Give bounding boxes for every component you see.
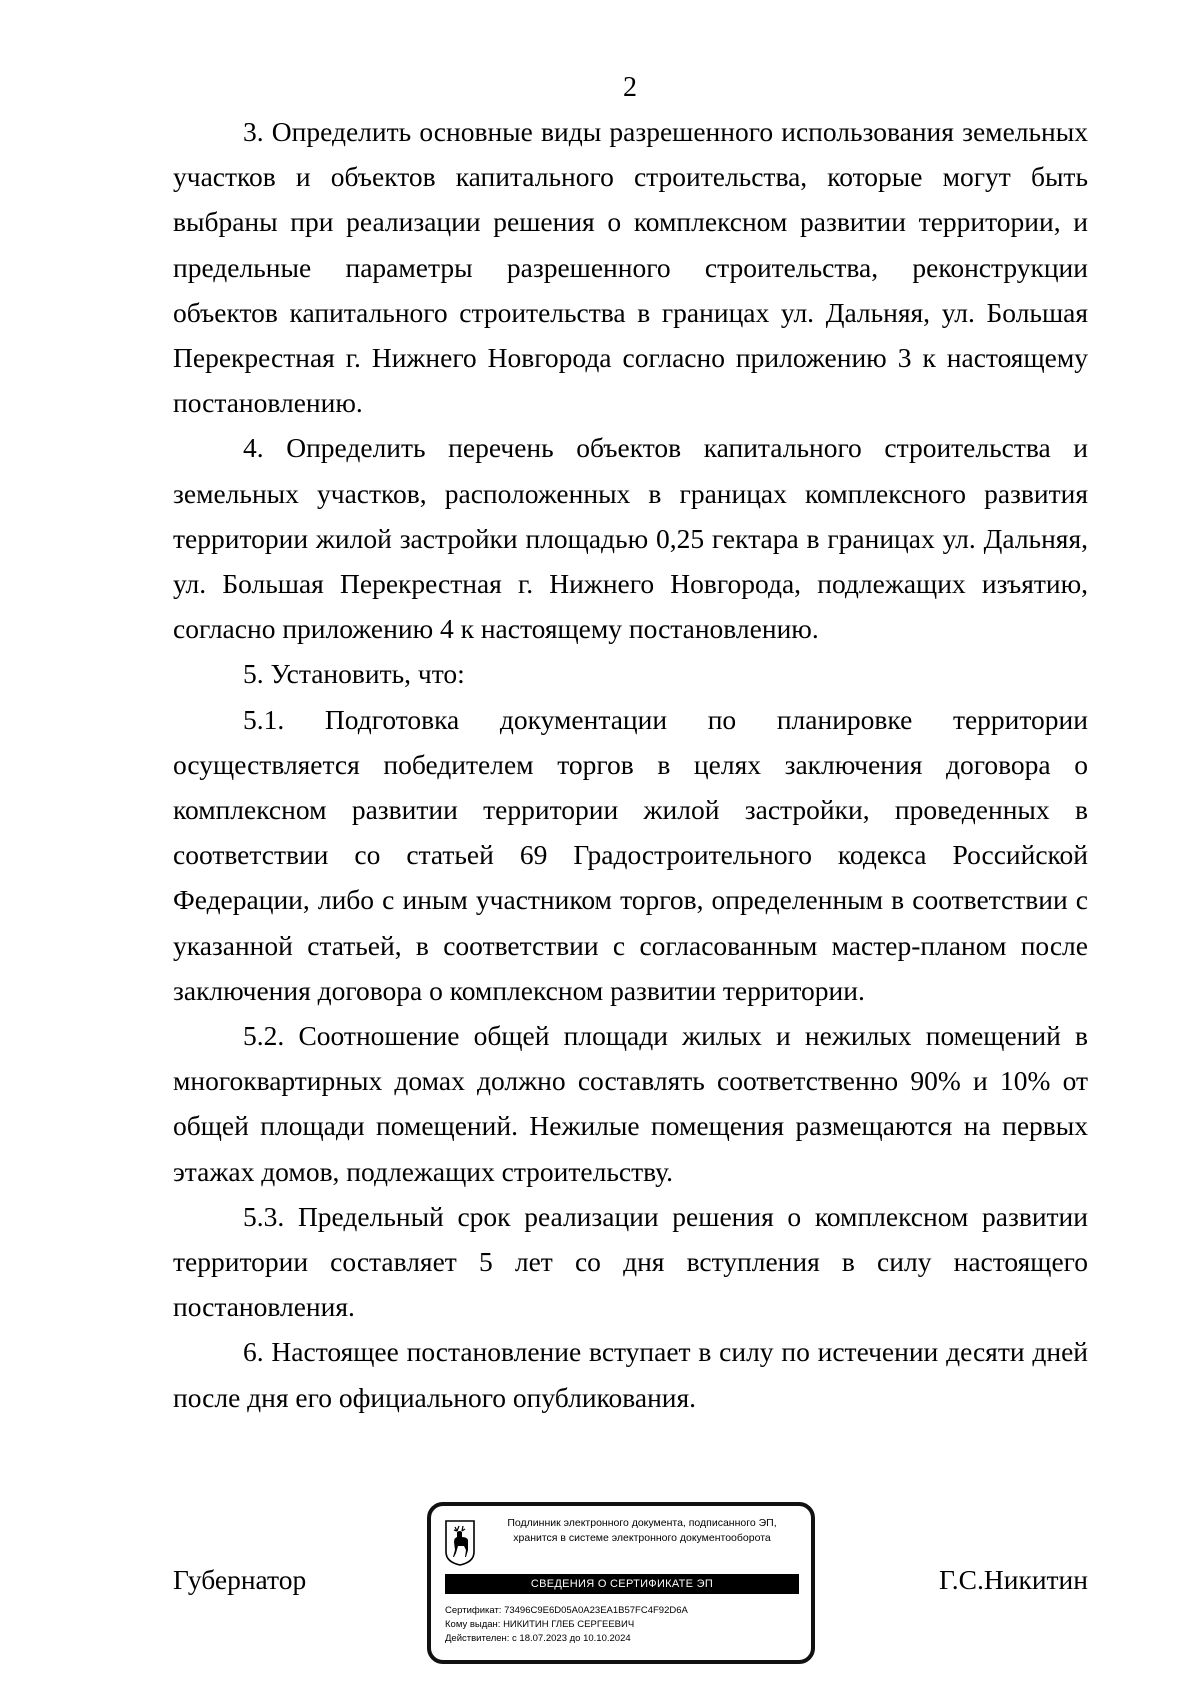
certificate-info-bar: СВЕДЕНИЯ О СЕРТИФИКАТЕ ЭП <box>445 1574 799 1594</box>
paragraph-5-2: 5.2. Соотношение общей площади жилых и нежилых помещений в многоквартирных домах должно составлять соответственно 90% и 10% от общей площади помещений. Нежилые помещения размещаются на первых этажах домов, подлежащих строительству. <box>173 1020 1088 1187</box>
signer-name: Г.С.Никитин <box>939 1564 1088 1595</box>
paragraph-5-1: 5.1. Подготовка документации по планировке территории осуществляется победителем торгов в целях заключения договора о комплексном развитии территории жилой застройки, проведенных в соответствии со статьей 69 Градостроительного кодекса Российской Федерации, либо с иным участником торгов, определенным в соответствии с указанной статьей, в соответствии с согласованным мастер-планом после заключения договора о комплексном развитии территории. <box>173 703 1088 1006</box>
signature-block <box>173 1502 1088 1672</box>
stamp-header <box>483 1516 801 1546</box>
stamp-header-line-1: Подлинник электронного документа, подписанного ЭП, <box>507 1517 777 1529</box>
certificate-number: Сертификат: 73496C9E6D05A0A23EA1B57FC4F92D6A <box>445 1605 688 1616</box>
certificate-details <box>445 1604 805 1646</box>
signer-title: Губернатор <box>173 1564 307 1595</box>
paragraph-6: 6. Настоящее постановление вступает в силу по истечении десяти дней после дня его официального опубликования. <box>173 1336 1088 1413</box>
paragraph-5: 5. Установить, что: <box>243 658 465 690</box>
paragraph-5-3: 5.3. Предельный срок реализации решения о комплексном развитии территории составляет 5 лет со дня вступления в силу настоящего постановления. <box>173 1200 1088 1323</box>
stamp-header-line-2: хранится в системе электронного документооборота <box>513 1532 771 1544</box>
page-number: 2 <box>623 72 637 103</box>
certificate-owner: Кому выдан: НИКИТИН ГЛЕБ СЕРГЕЕВИЧ <box>445 1619 635 1630</box>
electronic-signature-stamp <box>427 1502 815 1664</box>
document-body <box>173 109 1088 1420</box>
paragraph-3: 3. Определить основные виды разрешенного использования земельных участков и объектов капитального строительства, которые могут быть выбраны при реализации решения о комплексном развитии территории, и предельные параметры разрешенного строительства, реконструкции объектов капитального строительства в границах ул. Дальняя, ул. Большая Перекрестная г. Нижнего Новгорода согласно приложению 3 к настоящему постановлению. <box>173 116 1088 419</box>
certificate-validity: Действителен: с 18.07.2023 до 10.10.2024 <box>445 1633 631 1644</box>
paragraph-4: 4. Определить перечень объектов капитального строительства и земельных участков, расположенных в границах комплексного развития территории жилой застройки площадью 0,25 гектара в границах ул. Дальняя, ул. Большая Перекрестная г. Нижнего Новгорода, подлежащих изъятию, согласно приложению 4 к настоящему постановлению. <box>173 432 1088 645</box>
coat-of-arms-deer-icon <box>445 1520 475 1566</box>
